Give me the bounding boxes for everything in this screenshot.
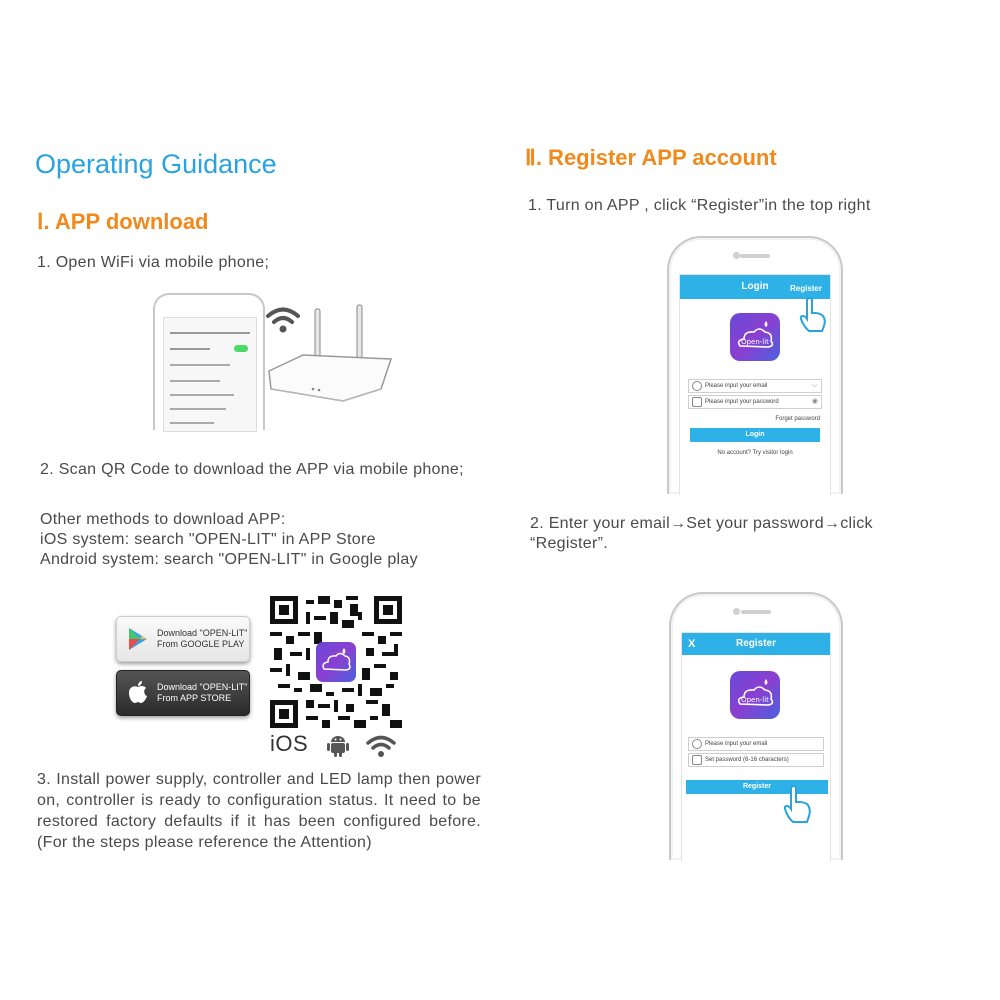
password-placeholder: Please input your password: [705, 399, 779, 405]
eye-icon[interactable]: ◉: [811, 398, 818, 405]
step-install-power: 3. Install power supply, controller and LED lamp then power on, controller is ready to configuration status. It need to be restored factory defaults if it has been configured before.(For the steps please reference the Attention): [37, 771, 481, 851]
at-icon: [692, 739, 702, 749]
wifi-settings-screen: [163, 317, 257, 432]
apple-badge-line1: Download "OPEN-LIT": [157, 682, 248, 692]
google-badge-line1: Download "OPEN-LIT": [157, 628, 248, 638]
login-screen: [679, 274, 831, 495]
wifi-toggle: [234, 345, 248, 352]
phone-with-wifi-settings: [153, 293, 265, 430]
wifi-setup-illustration: [153, 293, 393, 428]
android-search-instruction: Android system: search "OPEN-LIT" in Google play: [40, 551, 418, 568]
google-play-badge[interactable]: [116, 616, 250, 662]
visitor-login-link[interactable]: No account? Try visitor login: [717, 450, 793, 456]
register-email-field[interactable]: [688, 737, 824, 751]
other-methods-title: Other methods to download APP:: [40, 511, 286, 528]
step-open-wifi: 1. Open WiFi via mobile phone;: [37, 254, 270, 271]
register-email-placeholder: Please input your email: [705, 741, 768, 747]
section-title-app-download: Ⅰ. APP download: [37, 209, 209, 234]
lock-icon: [692, 755, 702, 765]
register-phone: [669, 592, 843, 860]
step-open-app: 1. Turn on APP , click “Register”in the top right: [528, 197, 871, 214]
forget-password-link[interactable]: Forget password: [775, 416, 820, 422]
app-logo-text: Open-lit: [741, 338, 769, 346]
google-play-icon: [127, 627, 149, 651]
section-title-register: Ⅱ. Register APP account: [525, 145, 777, 170]
tap-hand-icon: [782, 785, 814, 825]
tap-hand-icon: [798, 297, 828, 333]
register-app-logo: [730, 671, 780, 719]
app-store-badge[interactable]: [116, 670, 250, 716]
android-icon: [326, 733, 350, 757]
step-scan-qr: 2. Scan QR Code to download the APP via mobile phone;: [40, 461, 464, 478]
step-enter-email: 2. Enter your email→Set your password→click “Register”.: [530, 515, 873, 552]
set-password-field[interactable]: [688, 753, 824, 767]
apple-icon: [128, 680, 148, 704]
set-password-placeholder: Set password (6-16 characters): [705, 757, 789, 763]
lock-icon: [692, 397, 702, 407]
register-screen: [681, 632, 831, 861]
register-link[interactable]: Register: [789, 284, 822, 293]
login-button[interactable]: Login: [690, 428, 820, 442]
register-logo-text: Open-lit: [741, 696, 769, 704]
register-header: [682, 633, 830, 655]
email-placeholder: Please input your email: [705, 383, 768, 389]
app-logo: [730, 313, 780, 361]
close-icon[interactable]: X: [688, 638, 696, 650]
login-header: [680, 275, 830, 299]
router-icon: [263, 303, 393, 403]
user-icon: [692, 381, 702, 391]
qr-code[interactable]: [270, 596, 402, 728]
qr-app-logo: [316, 642, 356, 682]
page-title: Operating Guidance: [35, 149, 277, 179]
password-field[interactable]: [688, 395, 822, 409]
ios-search-instruction: iOS system: search "OPEN-LIT" in APP Store: [40, 531, 376, 548]
register-button[interactable]: Register: [686, 780, 828, 794]
email-field[interactable]: [688, 379, 822, 393]
register-title: Register: [735, 638, 776, 649]
apple-badge-line2: From APP STORE: [157, 693, 232, 703]
other-methods: [40, 510, 460, 570]
wifi-icon: [366, 734, 396, 758]
google-badge-line2: From GOOGLE PLAY: [157, 639, 245, 649]
ios-label: iOS: [270, 731, 309, 756]
login-phone: [667, 236, 843, 494]
login-title: Login: [741, 281, 769, 292]
chevron-down-icon[interactable]: ⌵: [811, 382, 817, 389]
